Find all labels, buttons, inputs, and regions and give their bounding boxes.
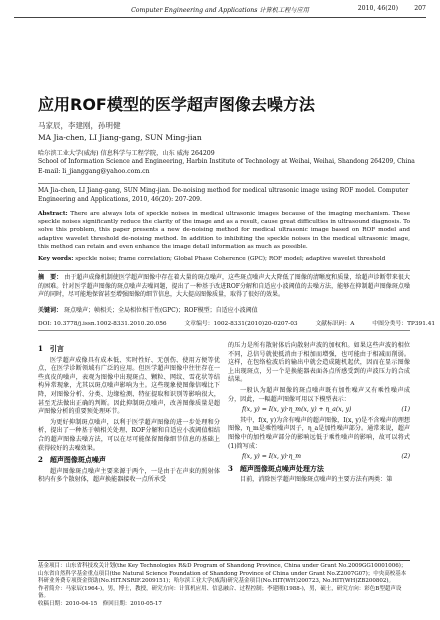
affiliation-en: School of Information Science and Engineering, Harbin Institute of Technology at Weihai, Weihai, Shandong 264209, China [38,158,415,165]
paragraph: 其中，f(x, y)为含有噪声的超声图像，I(x, y)是不含噪声的理想图像，η_m是乘性噪声因子，η_a是加性噪声部分。通常来说，超声图像中的加性噪声部分的影响远低于乘性噪声的影响，故可以将式(1)简写成： [228,416,410,450]
footnotes [38,560,410,609]
paragraph: 超声图像斑点噪声主要来源于两个，一是由于在声束的照射体积内有多个散射体，超声换能器接收一点所承受 [38,467,220,484]
keywords-en-label: Key words: [38,256,74,262]
keywords-en [38,255,410,263]
paragraph: 一般认为超声图像的斑点噪声既有加性噪声又有乘性噪声成分，因此，一幅超声图像可用以下模型表示： [228,386,410,403]
equation-body: f(x, y) = I(x, y)·η_m(x, y) + η_a(x, y) [242,406,352,414]
paragraph: 的压力是所有散射体后向散射声波的加权和。如果这些声波的相位不同，总信号就使抵消由于相加而增强，也可能由于相减而削弱。这样，在包络检波后的输出中就会造成随机起伏，因而在显示图像上出现斑点，另一个是换能器表面各点所感受到的声波压力的合成结果。 [228,342,410,384]
abstract-en-text: There are always lots of speckle noises in medical ultrasonic images because of the imaging mechanism. These speckle noises significantly reduce the clarity of the image and as a result, cause great difficulties in ultrasound diagnosis. To solve this problem, this paper presents a new de-noising method for medical ultrasonic image based on ROF model and adaptive wavelet threshold de-noising method. In addition to inhibiting the speckle noises in the medical ultrasonic image, this method can retain and even enhance the image detail information as much as possible. [38,211,411,250]
paragraph: 目前，消除医学超声图像斑点噪声的主要方法有两类：第 [240,476,393,484]
clc-number: 中图分类号：TP391.41 [372,321,436,327]
body-left-column [38,342,220,487]
article-number: 文章编号：1002-8331(2010)20-0207-03 [184,321,298,327]
authors-en: MA Jia-chen, LI Jiang-gang, SUN Ming-jian [38,133,202,142]
keywords-cn [38,305,410,314]
running-header [14,5,426,18]
section-heading: 2 超声图像斑点噪声 [38,455,106,465]
equation-2 [242,453,410,462]
footnote-funding: 基金项目：山东省科技攻关计划(the Key Technologies R&D Program of Shandong Province, China under Grant No.2009GG10001006)；山东省自然科学基金重点项目(the Natural Science Foundation of Shandong Province of China under Grant No.Z2007G07)；中央高校基本科研业务费专项资金资助(No.HIT.NSRIF.2009151)；哈尔滨工业大学(威海)研究基金项目(No.HIT(WH)200723, No.HIT(WH)ZB200802)。 [38,563,407,585]
keywords-cn-text: 斑点噪声；帧相关；全局相位相干性(GPC)；ROF模型；自适应小波阈值 [63,307,258,314]
footnote-author-bio: 作者简介：马家辰(1964-)，男，博士，教授，研究方向：计算机应用、信息融合、过程控制；李建刚(1988-)，男，硕士，研究方向：彩色B型超声设备。 [38,585,402,600]
equation-body: f(x, y) = I(x, y)·η_m [242,453,302,461]
paragraph: 医学超声成像具有成本低、实时性好、无创伤、使用方便等优点，在医学诊断领域有广泛的应用。但医学超声图像中往往存在一些真皮的噪声，表观为图像中出现斑点、颗粒、网纹、雪花状等结构异常现象，尤其以斑点噪声影响为主。这些现象使图像信噪比下降，对图像分析、分类、边缘检测、特征提取和识别等影响很大，甚至无法做出正确的判断。因此抑制斑点噪声，改善图像质量是超声图像分析的重要预处理环节。 [38,356,220,416]
keywords-en-text: speckle noise; frame correlation; Global Phase Coherence (GPC); ROF model; adaptive wavelet threshold [75,256,386,262]
abstract-en-label: Abstract: [38,211,68,217]
section-heading: 1 引言 [38,344,64,353]
equation-1 [242,406,410,415]
paper-title: 应用ROF模型的医学超声图像去噪方法 [38,95,315,114]
volume-info: 2010, 46(20) [357,5,398,12]
authors-cn: 马家辰，李建刚，孙明健 [38,121,121,130]
section-heading: 3 超声图像斑点噪声处理方法 [228,463,324,473]
journal-name: Computer Engineering and Applications 计算机工程与应用 [131,7,309,14]
footnote-dates: 收稿日期：2010-04-15 修回日期：2010-05-17 [38,600,162,607]
page-number: 207 [414,5,426,12]
abstract-cn [38,270,410,300]
body-right-column [228,342,410,487]
abstract-en [38,210,410,251]
citation-block: MA Jia-chen, LI Jiang-gang, SUN Ming-jian. De-noising method for medical ultrasonic image using ROF model. Computer Engineering and Applications, 2010, 46(20): 207-209. [38,183,410,204]
affiliation-cn: 哈尔滨工业大学(威海) 信息科学与工程学院，山东 威海 264209 [38,150,215,157]
equation-number: (2) [401,453,410,461]
keywords-cn-label: 关键词： [38,307,63,314]
equation-number: (1) [401,406,410,414]
document-code: 文献标识码：A [315,321,355,327]
author-email: E-mail: li_jianggang@yahoo.com.cn [38,168,150,175]
abstract-cn-label: 摘 要： [38,274,63,281]
paragraph: 为更好抑制斑点噪声，以利于医学超声图像的进一步处理和分析，提出了一种基于帧相关处理、ROF分解和自适应小波阈值相结合的超声图像去噪方法，可以在尽可能保留图像细节信息的基础上获得较好的去噪效果。 [38,418,220,452]
article-meta [38,318,436,331]
abstract-cn-text: 由于超声成像机制使医学超声图像中存在着大量的斑点噪声，这些斑点噪声大大降低了图像的清晰度和质量，给超声诊断带来很大的困难。针对医学超声图像的斑点噪声去噪问题，提出了一种基于改进ROF分解和自适应小波阈值的去噪方法，能够在抑制超声图像斑点噪声的同时，尽可能地保留甚至增强图像的细节信息，大大提高图像质量，取得了很好的效果。 [38,274,410,298]
doi: DOI: 10.3778/j.issn.1002-8331.2010.20.056 [38,321,167,327]
